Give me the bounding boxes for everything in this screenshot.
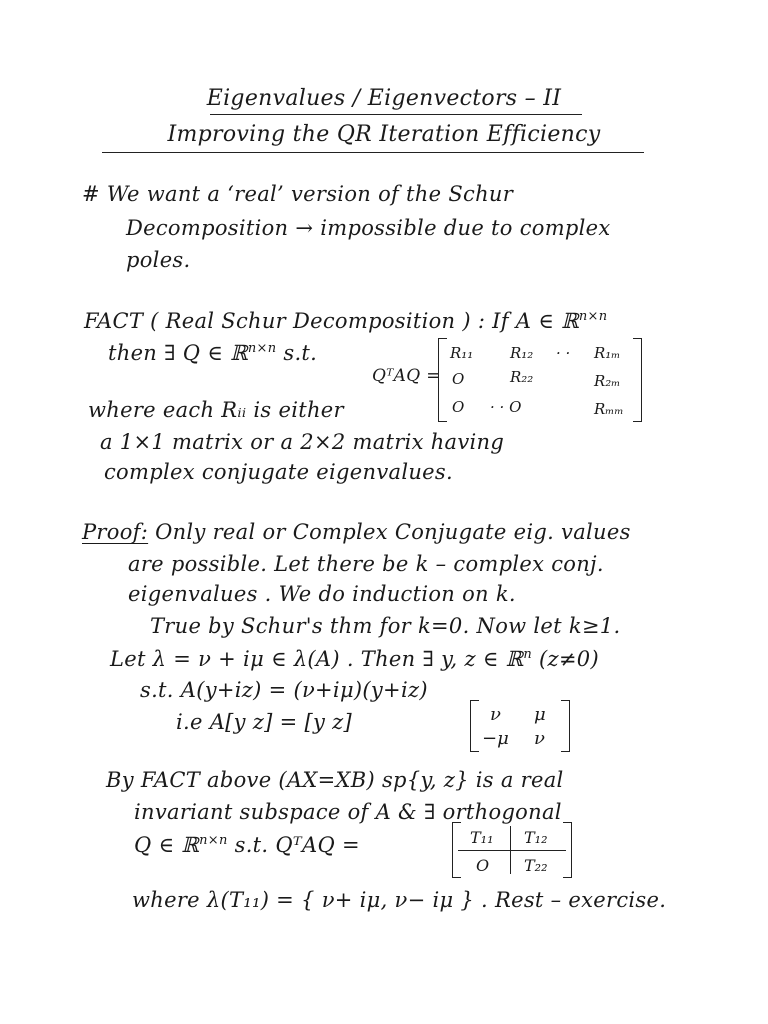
proof-label: Proof: — [82, 520, 149, 544]
title-line-2: Improving the QR Iteration Efficiency — [167, 122, 601, 147]
fact-exists-q: then ∃ Q ∈ ℝ — [108, 341, 248, 365]
rotation-matrix — [470, 700, 570, 752]
proof-line-3: eigenvalues . We do induction on k. — [128, 582, 516, 606]
fact-line-2 — [108, 342, 317, 364]
proof-line-7: i.e A[y z] = [y z] — [176, 710, 352, 734]
rotation-cell-nu-2: ν — [534, 728, 545, 749]
fact-dim-superscript: n×n — [578, 309, 608, 324]
rotation-left-bracket — [470, 700, 479, 752]
matrix-cell-r1m: R₁ₘ — [594, 344, 621, 362]
matrix-cell-o-31: O — [452, 398, 465, 416]
rotation-cell-neg-mu: −μ — [482, 728, 509, 749]
matrix-right-bracket — [633, 338, 642, 422]
fact-line-5: complex conjugate eigenvalues. — [104, 460, 453, 484]
block-triangular-matrix — [452, 822, 572, 878]
title-underline-2 — [102, 152, 644, 153]
proof-rn-superscript: n — [523, 647, 533, 662]
proof-line-9: invariant subspace of A & ∃ orthogonal — [134, 800, 562, 824]
rotation-cell-nu-1: ν — [490, 704, 501, 725]
fact-line-3: where each Rᵢᵢ is either — [88, 398, 344, 422]
fact-statement: FACT ( Real Schur Decomposition ) : If A ∈ ℝ — [84, 309, 579, 333]
intro-line-1: # We want a ‘real’ version of the Schur — [82, 182, 514, 206]
fact-line-1 — [84, 310, 607, 332]
matrix-cell-rmm: Rₘₘ — [594, 400, 624, 418]
matrix-cell-r22: R₂₂ — [510, 368, 534, 386]
fact-matrix-lhs: QᵀAQ = — [372, 366, 441, 386]
proof-line-6: s.t. A(y+iz) = (ν+iμ)(y+iz) — [140, 678, 428, 702]
proof-line-2: are possible. Let there be k – complex conj. — [128, 552, 604, 576]
proof-line-11: where λ(T₁₁) = { ν+ iμ, ν− iμ } . Rest – exercise. — [132, 888, 667, 912]
block-cell-t22: T₂₂ — [524, 856, 548, 875]
title-underline-1 — [210, 114, 582, 115]
proof-z-nonzero: (z≠0) — [532, 647, 599, 671]
block-cell-zero: O — [476, 856, 490, 875]
matrix-left-bracket — [438, 338, 447, 422]
fact-line-4: a 1×1 matrix or a 2×2 matrix having — [100, 430, 505, 454]
rotation-right-bracket — [561, 700, 570, 752]
title-line-1: Eigenvalues / Eigenvectors – II — [206, 86, 562, 111]
matrix-cell-o-21: O — [452, 370, 465, 388]
matrix-cell-dots: · · — [556, 344, 571, 362]
rotation-cell-mu: μ — [534, 704, 546, 725]
fact-such-that: s.t. — [276, 341, 318, 365]
proof-line-1 — [82, 522, 631, 543]
block-cell-t11: T₁₁ — [470, 828, 494, 847]
proof-line-8: By FACT above (AX=XB) sp{y, z} is a real — [106, 768, 564, 792]
proof-q-dim-superscript: n×n — [199, 833, 228, 848]
intro-line-3: poles. — [126, 248, 191, 272]
matrix-cell-r11: R₁₁ — [450, 344, 474, 362]
matrix-cell-r2m: R₂ₘ — [594, 372, 621, 390]
block-horizontal-divider — [458, 850, 566, 851]
proof-line-4: True by Schur's thm for k=0. Now let k≥1. — [150, 614, 621, 638]
matrix-cell-r12: R₁₂ — [510, 344, 534, 362]
proof-eigen-statement: Let λ = ν + iμ ∈ λ(A) . Then ∃ y, z ∈ ℝ — [110, 647, 524, 671]
block-cell-t12: T₁₂ — [524, 828, 548, 847]
proof-statement: Only real or Complex Conjugate eig. values — [148, 520, 631, 544]
proof-line-10 — [134, 834, 360, 856]
fact-q-dim-superscript: n×n — [247, 341, 277, 356]
schur-block-matrix — [438, 338, 642, 422]
proof-line-5 — [110, 648, 599, 670]
proof-q-in-rn: Q ∈ ℝ — [134, 833, 200, 857]
intro-line-2: Decomposition → impossible due to complex — [126, 216, 611, 240]
matrix-cell-dots-o: · · O — [490, 398, 522, 416]
proof-block-lhs: s.t. QᵀAQ = — [227, 833, 360, 857]
